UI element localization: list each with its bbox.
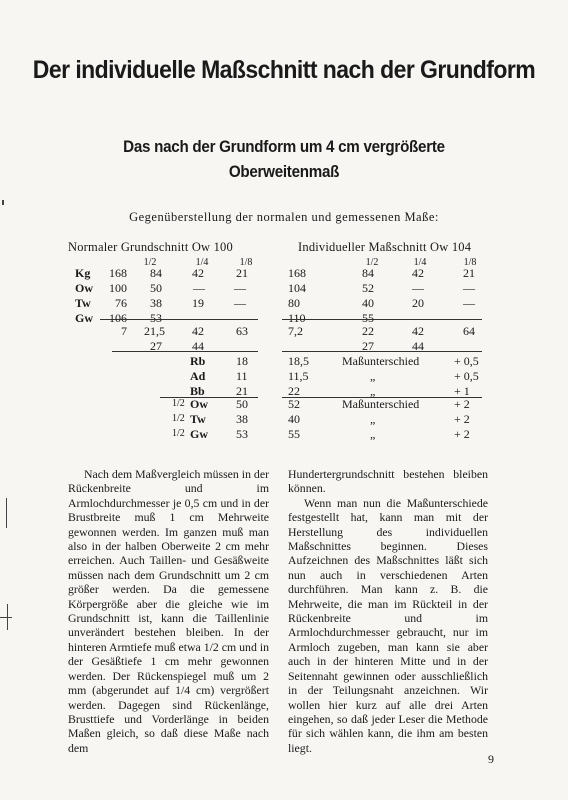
table-cell: — <box>463 296 475 310</box>
row-label: Rb <box>190 354 206 368</box>
fraction-prefix: 1/2 <box>172 428 185 439</box>
table-cell: — <box>463 281 475 295</box>
body-paragraph: Hundertergrundschnitt bestehen bleiben können. <box>288 467 488 496</box>
table-cell: 19 <box>192 296 204 310</box>
table-cell: 42 <box>412 266 424 280</box>
right-col-eighth-header: 1/8 <box>463 257 477 268</box>
table-cell: 18,5 <box>288 354 309 368</box>
body-column-left <box>68 467 269 755</box>
table-cell: 21 <box>463 266 475 280</box>
table-cell: 11,5 <box>288 369 309 383</box>
scan-mark <box>6 498 7 528</box>
difference-value: + 2 <box>454 427 470 441</box>
table-cell: 42 <box>192 324 204 338</box>
row-label: Ow <box>190 397 208 411</box>
scan-mark <box>7 604 8 630</box>
table-cell: 38 <box>236 412 248 426</box>
difference-note: „ <box>370 369 376 383</box>
table-cell: 76 <box>115 296 127 310</box>
difference-note: Maßunterschied <box>342 397 420 411</box>
table-cell: 55 <box>362 311 374 325</box>
table-cell: 21 <box>236 266 248 280</box>
table-cell: 21,5 <box>144 324 165 338</box>
row-label: Tw <box>190 412 206 426</box>
page-title: Der individuelle Maßschnitt nach der Grundform <box>32 56 536 84</box>
left-col-half-header: 1/2 <box>143 257 157 268</box>
table-cell: — <box>412 281 424 295</box>
table-cell: 168 <box>109 266 127 280</box>
table-cell: 18 <box>236 354 248 368</box>
scan-mark <box>2 200 4 205</box>
table-cell: 84 <box>362 266 374 280</box>
fraction-prefix: 1/2 <box>172 413 185 424</box>
left-group-heading: Normaler Grundschnitt Ow 100 <box>68 240 233 254</box>
table-cell: 104 <box>288 281 306 295</box>
row-label: Bb <box>190 384 205 398</box>
right-col-quarter-header: 1/4 <box>413 257 427 268</box>
left-col-quarter-header: 1/4 <box>195 257 209 268</box>
table-cell: 21 <box>236 384 248 398</box>
table-cell: 42 <box>412 324 424 338</box>
row-label: Tw <box>75 296 91 310</box>
row-label: Gw <box>75 311 93 325</box>
table-cell: 38 <box>150 296 162 310</box>
right-group-heading: Individueller Maßschnitt Ow 104 <box>298 240 472 254</box>
table-cell: 63 <box>236 324 248 338</box>
table-cell: 53 <box>150 311 162 325</box>
table-cell: 53 <box>236 427 248 441</box>
table-rule <box>282 351 482 352</box>
difference-note: Maßunterschied <box>342 354 420 368</box>
table-cell: 52 <box>288 397 300 411</box>
table-cell: — <box>463 311 475 325</box>
table-cell: — <box>193 311 205 325</box>
table-cell: 50 <box>236 397 248 411</box>
table-cell: — <box>234 311 246 325</box>
table-cell: 52 <box>362 281 374 295</box>
table-cell: 50 <box>150 281 162 295</box>
difference-value: + 2 <box>454 397 470 411</box>
table-cell: 55 <box>288 427 300 441</box>
difference-value: + 0,5 <box>454 369 479 383</box>
body-paragraph: Wenn man nun die Maßunterschiede festgestellt hat, kann man mit der Herstellung des individuellen Maßschnittes beginnen. Dieses Aufzeichnen des Maßschnittes läßt sich nun auch in verschiedenen Arten durchführen. Man kann z. B. die Mehrweite, die man im Rückteil in der Rückenbreite und im Armlochdurchmesser gebraucht, nur im Armloch zugeben, man kann sie aber auch in der hinteren Mitte und in der Seitennaht gewinnen oder ausschließlich in der Teilungsnaht anzeichnen. Wir wollen hier kurz auf alle drei Arten eingehen, so daß jeder Leser die Methode für sich wählen kann, die ihm am besten liegt. <box>288 495 488 755</box>
table-cell: 44 <box>192 339 204 353</box>
left-col-eighth-header: 1/8 <box>239 257 253 268</box>
table-cell: — <box>193 281 205 295</box>
table-rule <box>112 351 258 352</box>
table-cell: 11 <box>236 369 248 383</box>
table-cell: 168 <box>288 266 306 280</box>
table-cell: — <box>234 281 246 295</box>
table-cell: 7 <box>121 324 127 338</box>
table-cell: 110 <box>288 311 306 325</box>
table-rule <box>100 319 258 320</box>
table-cell: — <box>412 311 424 325</box>
table-cell: 22 <box>288 384 300 398</box>
table-rule <box>282 319 482 320</box>
table-cell: 7,2 <box>288 324 303 338</box>
difference-note: „ <box>370 384 376 398</box>
row-label: Ad <box>190 369 206 383</box>
row-label: Kg <box>75 266 91 280</box>
section-title-line2: Oberweitenmaß <box>228 163 340 181</box>
page-number: 9 <box>488 752 494 766</box>
table-cell: 100 <box>109 281 127 295</box>
table-cell: 20 <box>412 296 424 310</box>
table-cell: 40 <box>288 412 300 426</box>
table-cell: 22 <box>362 324 374 338</box>
table-cell: 27 <box>150 339 162 353</box>
table-cell: 106 <box>109 311 127 325</box>
right-col-half-header: 1/2 <box>365 257 379 268</box>
difference-value: + 0,5 <box>454 354 479 368</box>
table-cell: 40 <box>362 296 374 310</box>
section-title-line1: Das nach der Grundform um 4 cm vergrößerte <box>123 138 445 156</box>
difference-value: + 2 <box>454 412 470 426</box>
body-paragraph: Nach dem Maßvergleich müssen in der Rückenbreite und im Armlochdurchmesser je 0,5 cm und in der Brustbreite muß 1 cm Mehrweite gewonnen werden. Im ganzen muß man also in der halben Oberweite 2 cm mehr erreichen. Auch Taillen- und Gesäßweite müssen nach dem Grundschnitt um 2 cm größer werden. Da die gemessene Körpergröße aber die gleiche wie im Grundschnitt ist, kann die Taillenlinie unverändert bestehen bleiben. In der hinteren Armtiefe muß etwa 1/2 cm und in der Gesäßtiefe 1 cm mehr gewonnen werden. Der Rückenspiegel muß um 2 mm (abgerundet auf 1/4 cm) vergrößert werden. Dagegen sind Rückenlänge, Brusttiefe und Vorderlänge in beiden Maßen gleich, so daß diese Maße nach dem <box>68 467 269 755</box>
table-cell: 84 <box>150 266 162 280</box>
table-heading: Gegenüberstellung der normalen und gemessenen Maße: <box>129 210 439 224</box>
body-column-right <box>288 467 488 755</box>
table-cell: 44 <box>412 339 424 353</box>
scan-mark <box>0 617 12 618</box>
table-cell: 27 <box>362 339 374 353</box>
difference-note: „ <box>370 427 376 441</box>
fraction-prefix: 1/2 <box>172 398 185 409</box>
row-label: Gw <box>190 427 208 441</box>
row-label: Ow <box>75 281 93 295</box>
table-cell: 64 <box>463 324 475 338</box>
difference-value: + 1 <box>454 384 470 398</box>
table-cell: 80 <box>288 296 300 310</box>
table-cell: 42 <box>192 266 204 280</box>
table-cell: — <box>234 296 246 310</box>
difference-note: „ <box>370 412 376 426</box>
